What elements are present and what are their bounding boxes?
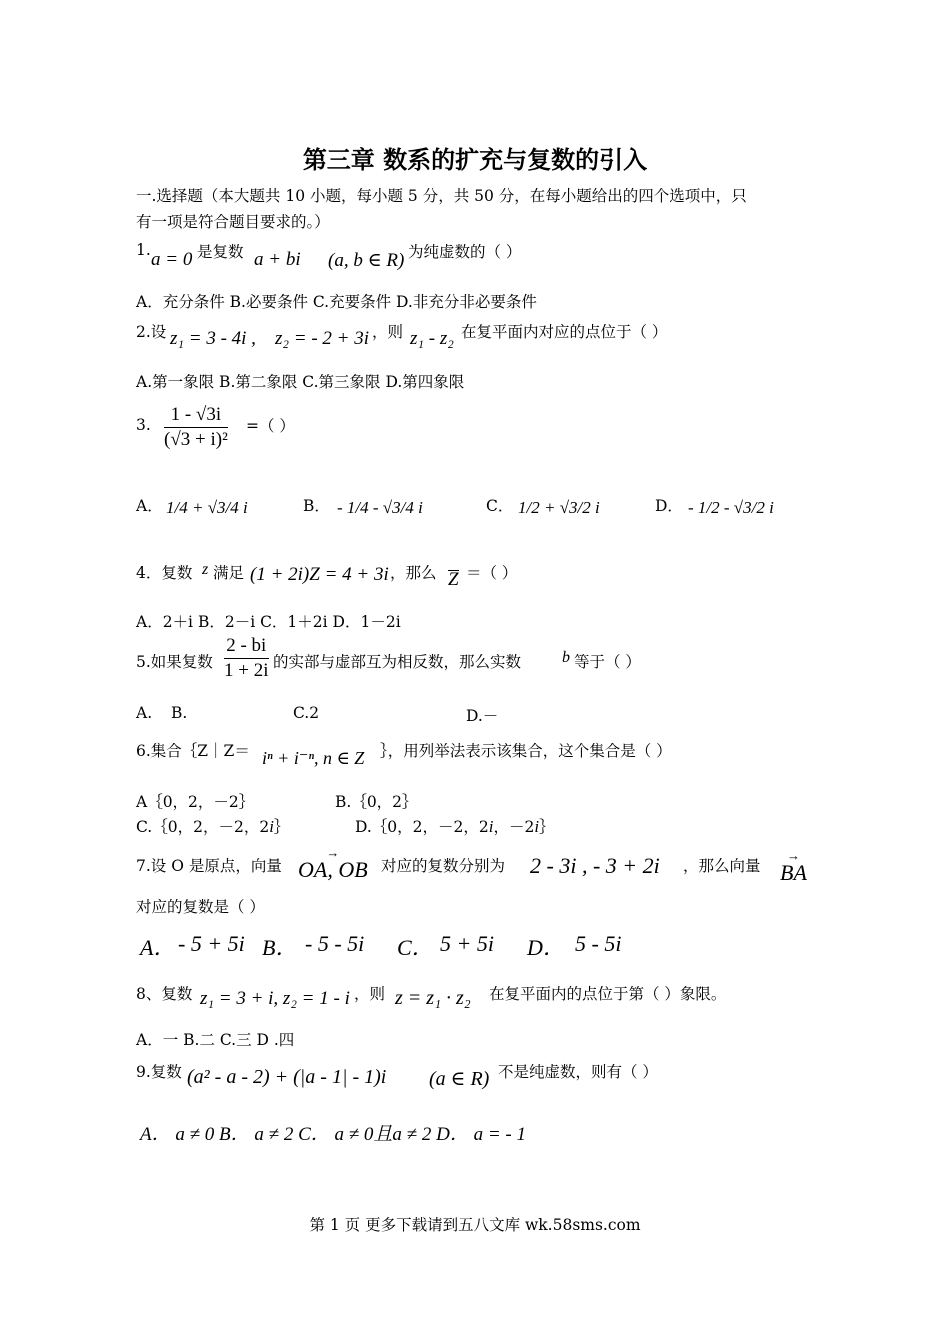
q4-then: ，那么 <box>390 564 437 582</box>
section-intro-line1: 一.选择题（本大题共 10 小题，每小题 5 分，共 50 分，在每小题给出的四个选项中，只 <box>136 187 747 205</box>
q5-prefix: 5.如果复数 <box>136 653 213 671</box>
q3-option-d-value: - 1/2 - √3/2 i <box>688 498 774 517</box>
q2-prefix: 2.设 <box>136 323 167 341</box>
q6-option-d-end: ｝ <box>539 818 555 836</box>
q7-option-c-value: 5 + 5i <box>440 931 494 956</box>
q5-fraction <box>224 635 269 682</box>
q7-values: 2 - 3i , - 3 + 2i <box>530 853 660 878</box>
q7-mid: 对应的复数分别为 <box>381 857 506 875</box>
q5-denominator: 1 + 2i <box>224 660 269 681</box>
q2-difference: z₁ - z₂ <box>410 328 454 349</box>
q6-option-d-i1: i <box>488 817 494 836</box>
q3-option-a-value: 1/4 + √3/4 i <box>166 498 248 517</box>
q8-prefix: 8、复数 <box>136 985 193 1003</box>
page-title: 第三章 数系的扩充与复数的引入 <box>302 146 648 174</box>
q8-options: A．一 B.二 C.三 D .四 <box>136 1031 295 1049</box>
q7-vector-ba-wrap <box>780 860 807 886</box>
q3-option-b-label: B． <box>303 497 330 515</box>
q6-option-d-text: D.｛0，2，－2，2 <box>355 818 489 836</box>
q3-option-a-label: A． <box>136 497 163 515</box>
q3-numerator: 1 - √3i <box>170 404 222 425</box>
q7-vectors-wrap <box>298 857 368 883</box>
q1-number: 1. <box>136 241 151 259</box>
q9-prefix: 9.复数 <box>136 1063 182 1081</box>
q6-option-d <box>355 815 555 837</box>
q3-fraction <box>164 404 228 451</box>
q2-z1: z₁ = 3 - 4i , <box>170 328 256 349</box>
q7-option-b-value: - 5 - 5i <box>305 931 365 956</box>
q6-prefix: 6.集合｛Z｜Z＝ <box>136 742 250 760</box>
q7-then: ，那么向量 <box>683 857 761 875</box>
q1-options: A．充分条件 B.必要条件 C.充要条件 D.非充分非必要条件 <box>136 293 537 311</box>
section-intro-line2: 有一项是符合题目要求的。） <box>136 213 330 231</box>
q6-post: ｝，用列举法表示该集合，这个集合是（ ） <box>380 742 672 760</box>
q9-post: 不是纯虚数，则有（ ） <box>498 1063 658 1081</box>
q8-post: 在复平面内的点位于第（ ）象限。 <box>489 985 727 1003</box>
q7-prefix: 7.设 O 是原点，向量 <box>136 857 282 875</box>
q7-option-a-value: - 5 + 5i <box>178 931 245 956</box>
q3-option-b-value: - 1/4 - √3/4 i <box>337 498 423 517</box>
q4-prefix: 4．复数 <box>136 564 193 582</box>
q2-z2: z₂ = - 2 + 3i <box>275 328 369 349</box>
q7-option-d-label: D． <box>527 935 565 960</box>
q7-vector-ba: → BA <box>780 860 807 886</box>
q3-option-c-value: 1/2 + √3/2 i <box>518 498 600 517</box>
page-footer: 第 1 页 更多下载请到五八文库 wk.58sms.com <box>309 1216 641 1234</box>
q4-mid: 满足 <box>213 564 245 582</box>
q7-vectors: → OA, OB <box>298 857 368 883</box>
q5-post: 的实部与虚部互为相反数，那么实数 <box>273 653 522 671</box>
q9-options: A． a ≠ 0 B． a ≠ 2 C． a ≠ 0且a ≠ 2 D． a = - 1 <box>140 1124 526 1145</box>
q8-values: z₁ = 3 + i, z₂ = 1 - i <box>200 988 350 1009</box>
q5-b: b <box>562 649 570 666</box>
q3-number: 3. <box>136 416 151 434</box>
q2-mid: ，则 <box>372 323 404 341</box>
q4-z: z <box>202 561 209 578</box>
q5-numerator: 2 - bi <box>226 635 267 656</box>
q6-option-d-mid: ，－2 <box>493 818 535 836</box>
q2-options: A.第一象限 B.第二象限 C.第三象限 D.第四象限 <box>136 373 465 391</box>
q7-option-b-label: B． <box>262 935 298 960</box>
q1-condition-a: a = 0 <box>151 249 193 270</box>
q3-option-c-label: C． <box>486 497 514 515</box>
q5-option-a: A. <box>136 704 153 722</box>
q6-option-c <box>136 815 289 837</box>
q7-option-a-label: A． <box>140 935 176 960</box>
q7-option-c-label: C． <box>397 935 434 960</box>
q1-text2: 为纯虚数的（ ） <box>408 243 522 261</box>
q6-option-c-text: C.｛0，2，－2，2 <box>136 818 270 836</box>
q3-denominator: (√3 + i)² <box>164 429 228 450</box>
q6-option-a: A｛0，2，－2｝ <box>136 793 255 811</box>
q6-option-c-i: i <box>269 817 274 836</box>
q9-domain: (a ∈ R) <box>429 1068 490 1090</box>
q5-end: 等于（ ） <box>574 653 641 671</box>
q5-option-d: D.－ <box>466 707 499 725</box>
q4-options: A．2＋i B．2－i C．1＋2i D．1－2i <box>136 613 401 631</box>
q1-text1: 是复数 <box>197 243 244 261</box>
q3-option-d-label: D． <box>655 497 683 515</box>
q5-option-c: C.2 <box>293 704 320 722</box>
q1-expression: a + bi <box>254 249 301 270</box>
q5-option-b: B. <box>171 704 188 722</box>
q3-equals: =（ ） <box>246 417 295 435</box>
q9-expression: (a² - a - 2) + (|a - 1| - 1)i <box>187 1066 387 1088</box>
q6-option-c-end: ｝ <box>273 818 290 836</box>
q4-post: ＝（ ） <box>466 564 518 582</box>
q2-post: 在复平面内对应的点位于（ ） <box>461 323 668 341</box>
q7-option-d-value: 5 - 5i <box>575 931 622 956</box>
q4-equation: (1 + 2i)Z = 4 + 3i <box>250 564 389 585</box>
q8-mid: ，则 <box>354 985 386 1003</box>
q1-domain: (a, b ∈ R) <box>328 250 405 271</box>
q8-product: z = z₁ · z₂ <box>395 987 471 1009</box>
q7-line2: 对应的复数是（ ） <box>136 898 265 916</box>
q6-option-d-i2: i <box>534 817 540 836</box>
q6-option-b: B.｛0，2｝ <box>335 793 418 811</box>
q4-zbar: Z <box>448 569 459 590</box>
q6-expression: iⁿ + i⁻ⁿ, n ∈ Z <box>262 748 365 768</box>
